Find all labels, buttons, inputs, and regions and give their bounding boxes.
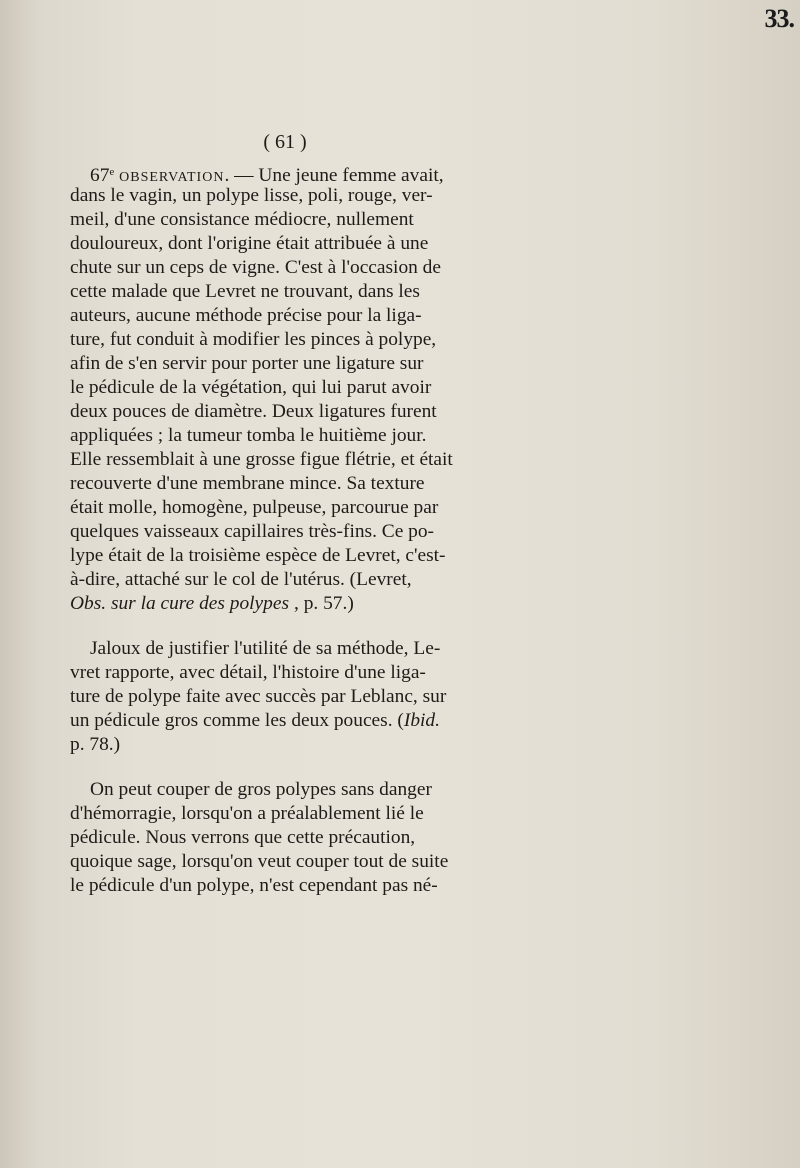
text-line: p. 78.) [70,734,121,755]
text-line: était molle, homogène, pulpeuse, parcourue par [70,497,439,518]
text-line: quelques vaisseaux capillaires très-fins. Ce po- [70,521,435,542]
text-line: quoique sage, lorsqu'on veut couper tout de suite [70,851,449,872]
text-line: 67e observation. — Une jeune femme avait, [90,165,444,186]
text-line: Elle ressemblait à une grosse figue flétrie, et était [70,449,453,470]
text-line: Jaloux de justifier l'utilité de sa méthode, Le- [90,638,441,659]
citation-ibid: Ibid. [403,710,440,731]
text-line: appliquées ; la tumeur tomba le huitième jour. [70,425,427,446]
text-line: auteurs, aucune méthode précise pour la liga- [70,305,422,326]
text-line: Obs. sur la cure des polypes , p. 57.) [70,593,354,614]
text-line: le pédicule d'un polype, n'est cependant pas né- [70,875,438,896]
text-line: ture, fut conduit à modifier les pinces à polype, [70,329,437,350]
text-line: d'hémorragie, lorsqu'on a préalablement lié le [70,803,424,824]
text-line: chute sur un ceps de vigne. C'est à l'occasion de [70,257,441,278]
text-line: cette malade que Levret ne trouvant, dans les [70,281,420,302]
text-line: douloureux, dont l'origine était attribuée à une [70,233,429,254]
page-folio-number: 33. [764,4,794,33]
text-line: un pédicule gros comme les deux pouces. (Ibid. [70,710,440,731]
observation-label: observation [119,165,225,186]
citation-title: Obs. sur la cure des polypes [70,593,290,614]
text-line: afin de s'en servir pour porter une ligature sur [70,353,424,374]
paragraph-observation-67 [70,160,498,616]
text-line: deux pouces de diamètre. Deux ligatures furent [70,401,437,422]
text-line: On peut couper de gros polypes sans danger [90,779,432,800]
page-number: ( 61 ) [263,131,307,153]
text-line: recouverte d'une membrane mince. Sa texture [70,473,425,494]
text-line: pédicule. Nous verrons que cette précaution, [70,827,416,848]
paragraph-levret-method [70,637,498,757]
text-line: à-dire, attaché sur le col de l'utérus. (Levret, [70,569,412,590]
text-line: ture de polype faite avec succès par Leblanc, sur [70,686,447,707]
text-line: lype était de la troisième espèce de Levret, c'est- [70,545,446,566]
text-line: meil, d'une consistance médiocre, nullement [70,209,414,230]
text-line: vret rapporte, avec détail, l'histoire d'une liga- [70,662,426,683]
paragraph-hemorrhage [70,778,498,898]
text-line: le pédicule de la végétation, qui lui parut avoir [70,377,432,398]
text-line: dans le vagin, un polype lisse, poli, rouge, ver- [70,185,433,206]
